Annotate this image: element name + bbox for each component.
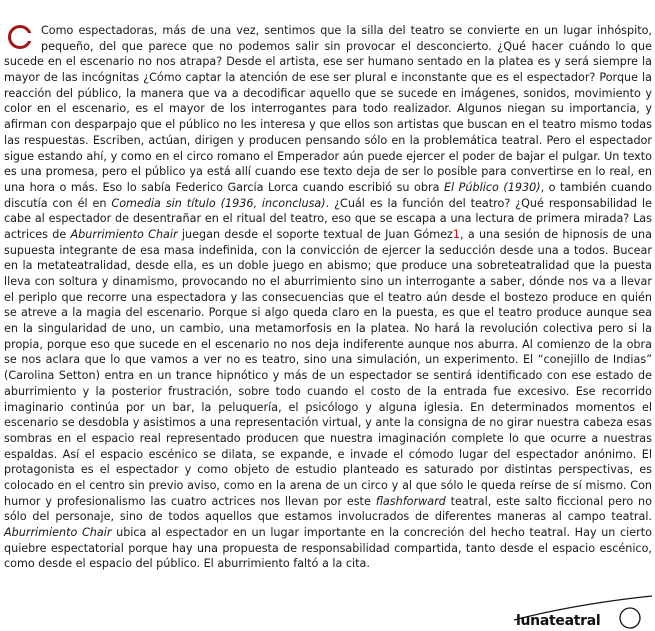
logo-text: lunateatral bbox=[516, 613, 601, 629]
text-segment: , o también cuando discutía con él en bbox=[4, 180, 653, 210]
italic-title: Aburrimiento Chair bbox=[70, 227, 178, 241]
italic-title: Comedia sin título (1936, inconclusa) bbox=[111, 196, 326, 210]
text-segment: ubica al espectador en un lugar importante en la concreción del hecho teatral. Hay un cierto quiebre espectatorial porque hay una propuesta de responsabilidad compartida, tanto desde el espacio escénico, como desde el espacio del público. El aburrimiento faltó a la cita. bbox=[4, 526, 652, 571]
text-segment: juegan desde el soporte textual de Juan Gómez bbox=[177, 227, 453, 241]
text-segment: . ¿Cuál es la función del teatro? ¿Qué responsabilidad le cabe al espectador de desentrañar en el ritual del teatro, eso que se escapa a una lectura de primera mirada? Las actrices de bbox=[4, 196, 653, 241]
italic-title: Aburrimiento Chair bbox=[4, 526, 112, 539]
italic-title: El Público (1930) bbox=[443, 180, 541, 194]
article-paragraph bbox=[4, 23, 652, 572]
indent-spacer bbox=[4, 23, 41, 54]
text-segment: teatral, este salto ficcional pero no sólo del personaje, sino de todos aquellos que estamos involucrados de diferentes maneras al campo teatral. bbox=[4, 494, 652, 524]
article-body bbox=[4, 23, 652, 572]
text-segment: Como espectadoras, más de una vez, sentimos que la silla del teatro se convierte en un lugar inhóspito, pequeño, del que parece que no podemos salir sin provocar el desconcierto. ¿Qué hacer cuándo lo que sucede en el escenario no nos atrapa? Desde el artista, ese ser humano sentado en la platea es y será siempre la mayor de las incógnitas ¿Cómo captar la atención de ese ser plural e inconstante que es el espectador? Porque la reacción del público, la manera que va a decodificar aquello que se sucede en imágenes, sonidos, movimiento y color en el escenario, es el mayor de los interrogantes para todo realizador. Algunos niegan su importancia, y afirman con desparpajo que el público no les interesa y que ellos son artistas que buscan en el teatro mismo todas las respuestas. Escriben, actúan, dirigen y producen pensando sólo en la problemática teatral. Pero el espectador sigue estando ahí, y como en el circo romano el Emperador aún puede ejercer el poder de bajar el pulgar. Un texto es una promesa, pero el público ya está allí cuando ese texto deja de ser lo posible para convertirse en lo real, en una hora o más. Eso lo sabía Federico García Lorca cuando escribió su obra bbox=[4, 24, 652, 194]
footnote-marker: 1 bbox=[452, 227, 461, 241]
italic-title: flashforward bbox=[375, 494, 446, 508]
text-segment: , a una sesión de hipnosis de una supuesta integrante de esa masa indefinida, con la convicción de ejercer la seducción desde una a todos. Bucear en la metateatralidad, desde ella, es un doble juego en abismo; que produce una sobreteatralidad que la puesta lleva con soltura y dinamismo, provocando no el aburrimiento sino un interrogante a saber, dónde nos va a llevar el periplo que recorre una espectadora y las consecuencias que el teatro aún desde el bostezo produce en quién se atreve a la magia del escenario. Porque si algo queda claro en la puesta, es que el teatro produce aunque sea en la singularidad de uno, un cambio, una metamorfosis en la platea. No hará la revolución colectiva pero si la propia, porque eso que sucede en el escenario no nos deja indiferente aunque nos aburra. Al comienzo de la obra se nos aclara que lo que vamos a ver no es teatro, sino una simulación, un experimento. El “conejillo de Indias” (Carolina Setton) entra en un trance hipnótico y más de un espectador se sentirá identificado con ese estado de aburrimiento y la posterior frustración, sobre todo cuando el costo de la entrada fue excesivo. Ese recorrido imaginario continúa por un bar, la peluquería, el psicólogo y alguna iglesia. En determinados momentos el escenario se desdobla y asistimos a una representación virtual, y ante la consigna de no girar nuestra cabeza esas sombras en el espacio real representado producen que nuestra imaginación complete lo que ocurre a nuestras espaldas. Así el espacio escénico se dilata, se expande, e invade el cómodo lugar del espectador anónimo. El protagonista es el espectador y como objeto de estudio planteado es saturado por distintas perspectivas, es colocado en el centro sin previo aviso, como en la arena de un circo y al que sólo le queda reírse de sí mismo. Con humor y profesionalismo las cuatro actrices nos llevan por este bbox=[4, 227, 653, 508]
lunateatral-logo bbox=[506, 590, 654, 630]
